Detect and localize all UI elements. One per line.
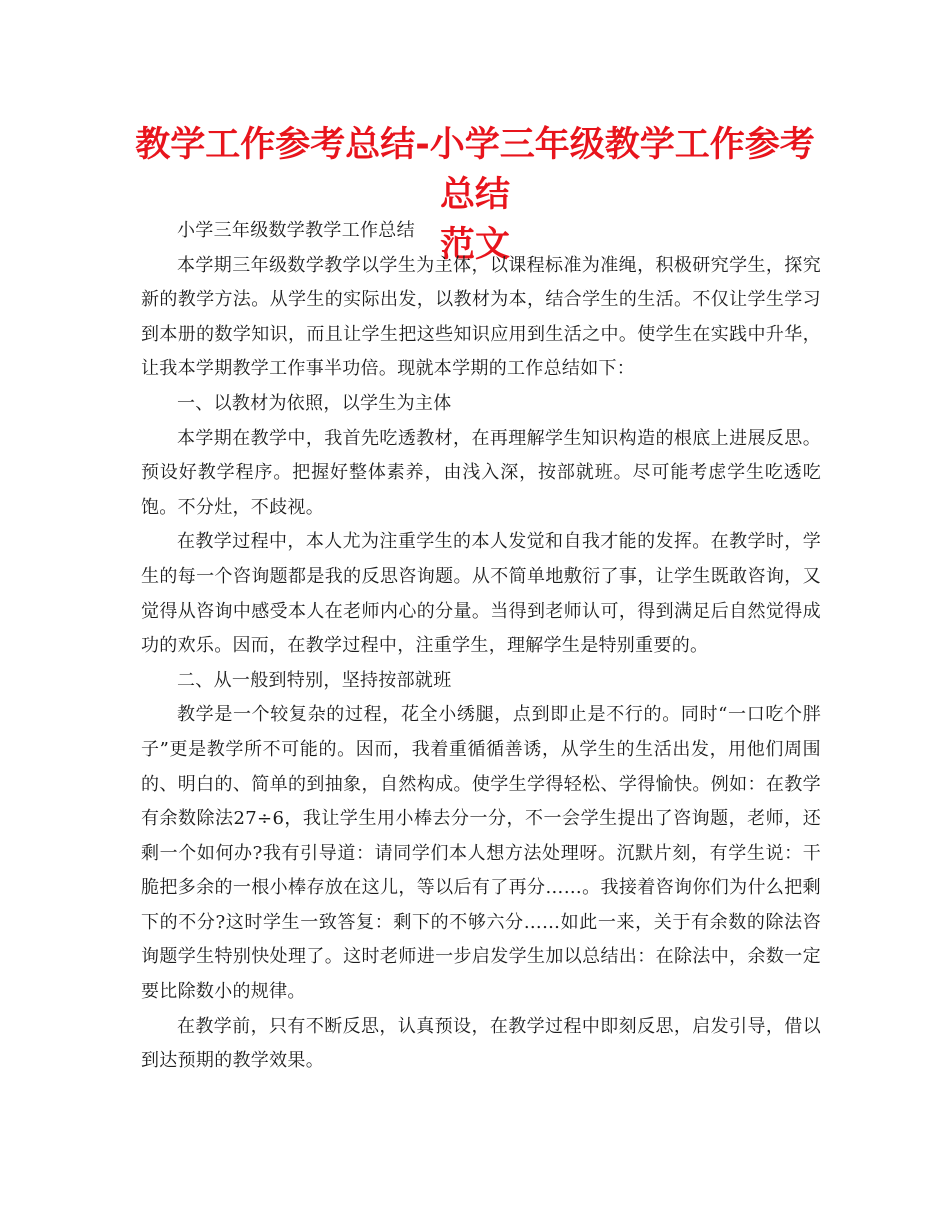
- title-line-1: 教学工作参考总结-小学三年级教学工作参考总结: [135, 125, 815, 215]
- paragraph-section2-a: 教学是一个较复杂的过程，花全小绣腿，点到即止是不行的。同时“一口吃个胖子”更是教学所不可能的。因而，我着重循循善诱，从学生的生活出发，用他们周围的、明白的、简单的到抽象，自然构成。使学生学得轻松、学得愉快。例如：在教学有余数除法27÷6，我让学生用小棒去分一分，不一会学生提出了咨询题，老师，还剩一个如何办?我有引导道：请同学们本人想方法处理呀。沉默片刻，有学生说：干脆把多余的一根小棒存放在这儿，等以后有了再分……。我接着咨询你们为什么把剩下的不分?这时学生一致答复：剩下的不够六分……如此一来，关于有余数的除法咨询题学生特别快处理了。这时老师进一步启发学生加以总结出：在除法中，余数一定要比除数小的规律。: [141, 704, 821, 1003]
- title-line-2: 范文: [439, 225, 510, 265]
- paragraph-intro: 本学期三年级数学教学以学生为主体，以课程标准为准绳，积极研究学生，探究新的教学方法。从学生的实际出发，以教材为本，结合学生的生活。不仅让学生学习到本册的数学知识，而且让学生把这些知识应用到生活之中。使学生在实践中升华，让我本学期教学工作事半功倍。现就本学期的工作总结如下：: [141, 254, 821, 380]
- paragraph-section1-a: 本学期在教学中，我首先吃透教材，在再理解学生知识构造的根底上进展反思。预设好教学程序。把握好整体素养，由浅入深，按部就班。尽可能考虑学生吃透吃饱。不分灶，不歧视。: [141, 427, 821, 518]
- document-body: [141, 214, 821, 1079]
- paragraph-section1-b: 在教学过程中，本人尤为注重学生的本人发觉和自我才能的发挥。在教学时，学生的每一个咨询题都是我的反思咨询题。从不简单地敷衍了事，让学生既敢咨询，又觉得从咨询中感受本人在老师内心的分量。当得到老师认可，得到满足后自然觉得成功的欢乐。因而，在教学过程中，注重学生，理解学生是特别重要的。: [141, 531, 821, 657]
- paragraph-section2-b: 在教学前，只有不断反思，认真预设，在教学过程中即刻反思，启发引导，借以到达预期的教学效果。: [141, 1015, 821, 1072]
- subtitle: 小学三年级数学教学工作总结: [177, 220, 415, 241]
- section-heading-1: 一、以教材为依照，以学生为主体: [177, 392, 452, 414]
- section-heading-2: 二、从一般到特别，坚持按部就班: [177, 669, 452, 691]
